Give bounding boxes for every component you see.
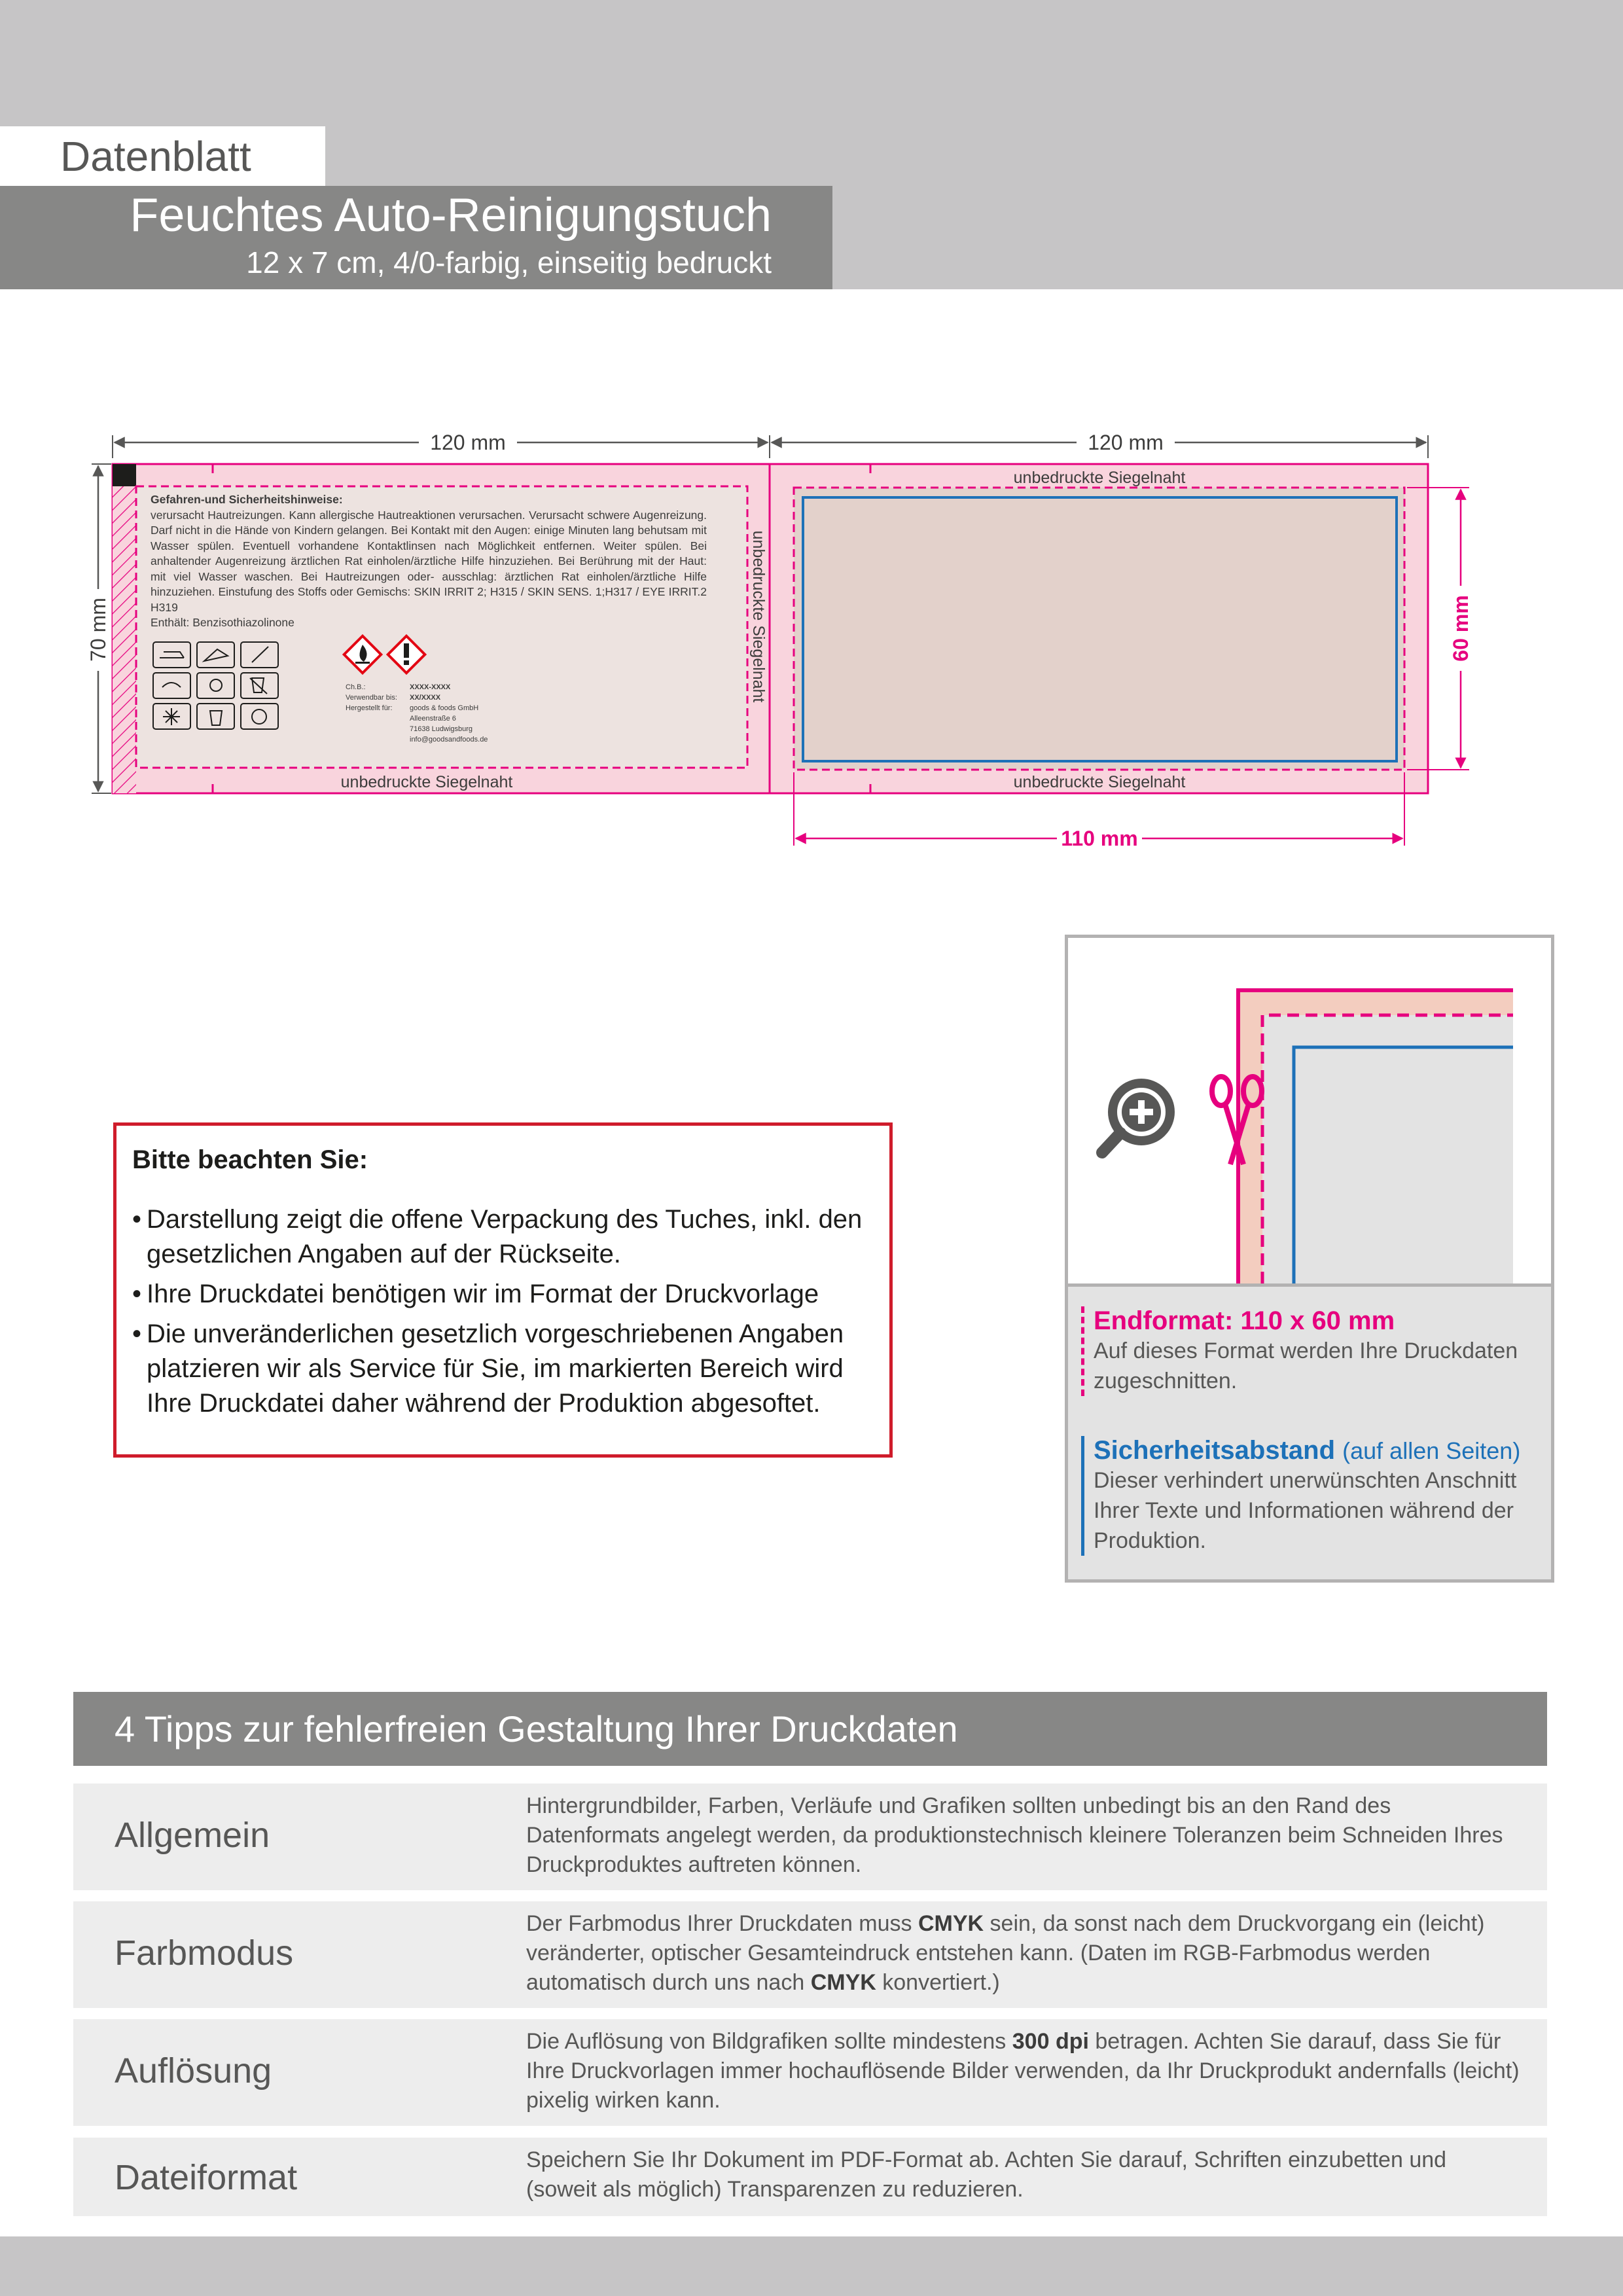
hazard-title: Gefahren-und Sicherheitshinweise: bbox=[151, 493, 343, 506]
tip-text: Die Auflösung von Bildgrafiken sollte mindestens 300 dpi betragen. Achten Sie darauf, dass Sie für Ihre Druckvorlagen immer hochauflösende Bilder verwenden, da Ihr Druckprodukt andernfalls (leicht) pixelig wirken kann. bbox=[526, 2029, 1520, 2113]
tip-label: Allgemein bbox=[115, 1816, 270, 1855]
notice-item: • Die unveränderlichen gesetzlich vorgeschriebenen Angaben platzieren wir als Service für Sie, im markierten Bereich wird Ihre Druckdatei daher während der Produktion abgesoftet. bbox=[132, 1317, 874, 1421]
expiry-value: XX/XXXX bbox=[410, 694, 441, 702]
tip-label: Dateiformat bbox=[115, 2158, 298, 2197]
maker-label: Hergestellt für: bbox=[346, 704, 393, 712]
notice-list bbox=[132, 1202, 874, 1421]
doc-label: Datenblatt bbox=[0, 126, 325, 187]
tip-label: Farbmodus bbox=[115, 1933, 294, 1973]
zoom-legend-box bbox=[1065, 935, 1554, 1583]
hazard-text-block bbox=[151, 492, 707, 631]
batch-value: XXXX-XXXX bbox=[410, 683, 451, 691]
page-subtitle: 12 x 7 cm, 4/0-farbig, einseitig bedruckt bbox=[246, 245, 772, 279]
legend-endformat bbox=[1081, 1306, 1525, 1396]
tip-row bbox=[73, 2138, 1547, 2216]
endformat-title: Endformat: 110 x 60 mm bbox=[1094, 1306, 1395, 1335]
tip-text: Hintergrundbilder, Farben, Verläufe und Grafiken sollten unbedingt bis an den Rand des Datenformats angelegt werden, da produktionstechnisch kleinere Toleranzen beim Schneiden Ihres Druckproduktes auftreten können. bbox=[526, 1793, 1503, 1877]
tip-row bbox=[73, 2019, 1547, 2126]
notice-box bbox=[113, 1122, 893, 1458]
hazard-contains: Enthält: Benzisothiazolinone bbox=[151, 616, 294, 629]
packaging-diagram bbox=[0, 0, 1623, 864]
legend-safety bbox=[1081, 1436, 1525, 1556]
zoom-in-icon bbox=[1102, 1083, 1170, 1153]
print-area bbox=[794, 488, 1404, 770]
notice-item: • Darstellung zeigt die offene Verpackung des Tuches, inkl. den gesetzlichen Angaben auf der Rückseite. bbox=[132, 1202, 874, 1272]
page-title: Feuchtes Auto-Reinigungstuch bbox=[130, 189, 772, 242]
left-hatch-strip bbox=[113, 486, 136, 793]
legend-panel bbox=[1068, 1283, 1551, 1579]
safety-title: Sicherheitsabstand bbox=[1094, 1436, 1336, 1465]
maker-line: Alleenstraße 6 bbox=[410, 715, 456, 723]
expiry-label: Verwendbar bis: bbox=[346, 694, 397, 702]
notice-item: • Ihre Druckdatei benötigen wir im Format der Druckvorlage bbox=[132, 1277, 874, 1312]
product-meta bbox=[346, 682, 488, 745]
hazard-body: verursacht Hautreizungen. Kann allergische Hautreaktionen verursachen. Verursacht schwere Augenreizung. Darf nicht in die Hände von Kindern gelangen. Bei Kontakt mit den Augen: einige Minuten lang behutsam mit Wasser spülen. Eventuell vorhandene Kontaktlinsen nach Möglichkeit entfernen. Weiter spülen. Bei anhaltender Augenreizung ärztlichen Rat einholen/ärztliche Hilfe hinzuziehen. Bei Berührung mit der Haut: mit viel Wasser waschen. Bei Hautreizungen oder- ausschlag: ärztlichen Rat einholen/ärztliche Hilfe hinzuziehen. Einstufung des Stoffs oder Gemischs: SKIN IRRIT 2; H315 / SKIN SENS. 1;H317 / EYE IRRIT.2 H319 bbox=[151, 508, 707, 614]
maker-line: goods & foods GmbH bbox=[410, 704, 479, 712]
batch-label: Ch.B.: bbox=[346, 683, 366, 691]
seal-label-bottom-left: unbedruckte Siegelnaht bbox=[340, 773, 513, 791]
tips-heading: 4 Tipps zur fehlerfreien Gestaltung Ihrer Druckdaten bbox=[73, 1692, 1547, 1766]
tip-row bbox=[73, 1901, 1547, 2008]
tip-row bbox=[73, 1784, 1547, 1890]
safety-text: Dieser verhindert unerwünschten Anschnitt Ihrer Texte und Informationen während der Produktion. bbox=[1094, 1468, 1517, 1553]
notice-title: Bitte beachten Sie: bbox=[132, 1145, 368, 1174]
dim-right-width: 120 mm bbox=[1088, 431, 1164, 454]
dim-height: 70 mm bbox=[86, 598, 110, 662]
registration-mark bbox=[113, 464, 136, 486]
seal-label-bottom-right: unbedruckte Siegelnaht bbox=[1013, 773, 1186, 791]
tip-text: Der Farbmodus Ihrer Druckdaten muss CMYK sein, da sonst nach dem Druckvorgang ein (leicht) veränderter, optischer Gesamteindruck entstehen kann. (Daten im RGB-Farbmodus werden automatisch durch uns nach CMYK konvertiert.) bbox=[526, 1911, 1485, 1995]
dim-print-height: 60 mm bbox=[1449, 595, 1472, 662]
endformat-text: Auf dieses Format werden Ihre Druckdaten zugeschnitten. bbox=[1094, 1338, 1518, 1393]
tip-text: Speichern Sie Ihr Dokument im PDF-Format ab. Achten Sie darauf, Schriften einzubetten und (soweit als möglich) Transparenzen zu reduzieren. bbox=[526, 2147, 1447, 2202]
seal-label-vertical: unbedruckte Siegelnaht bbox=[749, 530, 768, 703]
maker-line: 71638 Ludwigsburg bbox=[410, 725, 473, 733]
maker-line: info@goodsandfoods.de bbox=[410, 736, 488, 744]
seal-label-top-right: unbedruckte Siegelnaht bbox=[1013, 469, 1186, 487]
dim-print-width: 110 mm bbox=[1061, 827, 1138, 850]
zoom-detail-illustration bbox=[1068, 938, 1551, 1283]
footer-band bbox=[0, 2236, 1623, 2296]
tip-label: Auflösung bbox=[115, 2051, 272, 2090]
dim-left-width: 120 mm bbox=[430, 431, 506, 454]
safety-note: (auf allen Seiten) bbox=[1342, 1437, 1521, 1464]
